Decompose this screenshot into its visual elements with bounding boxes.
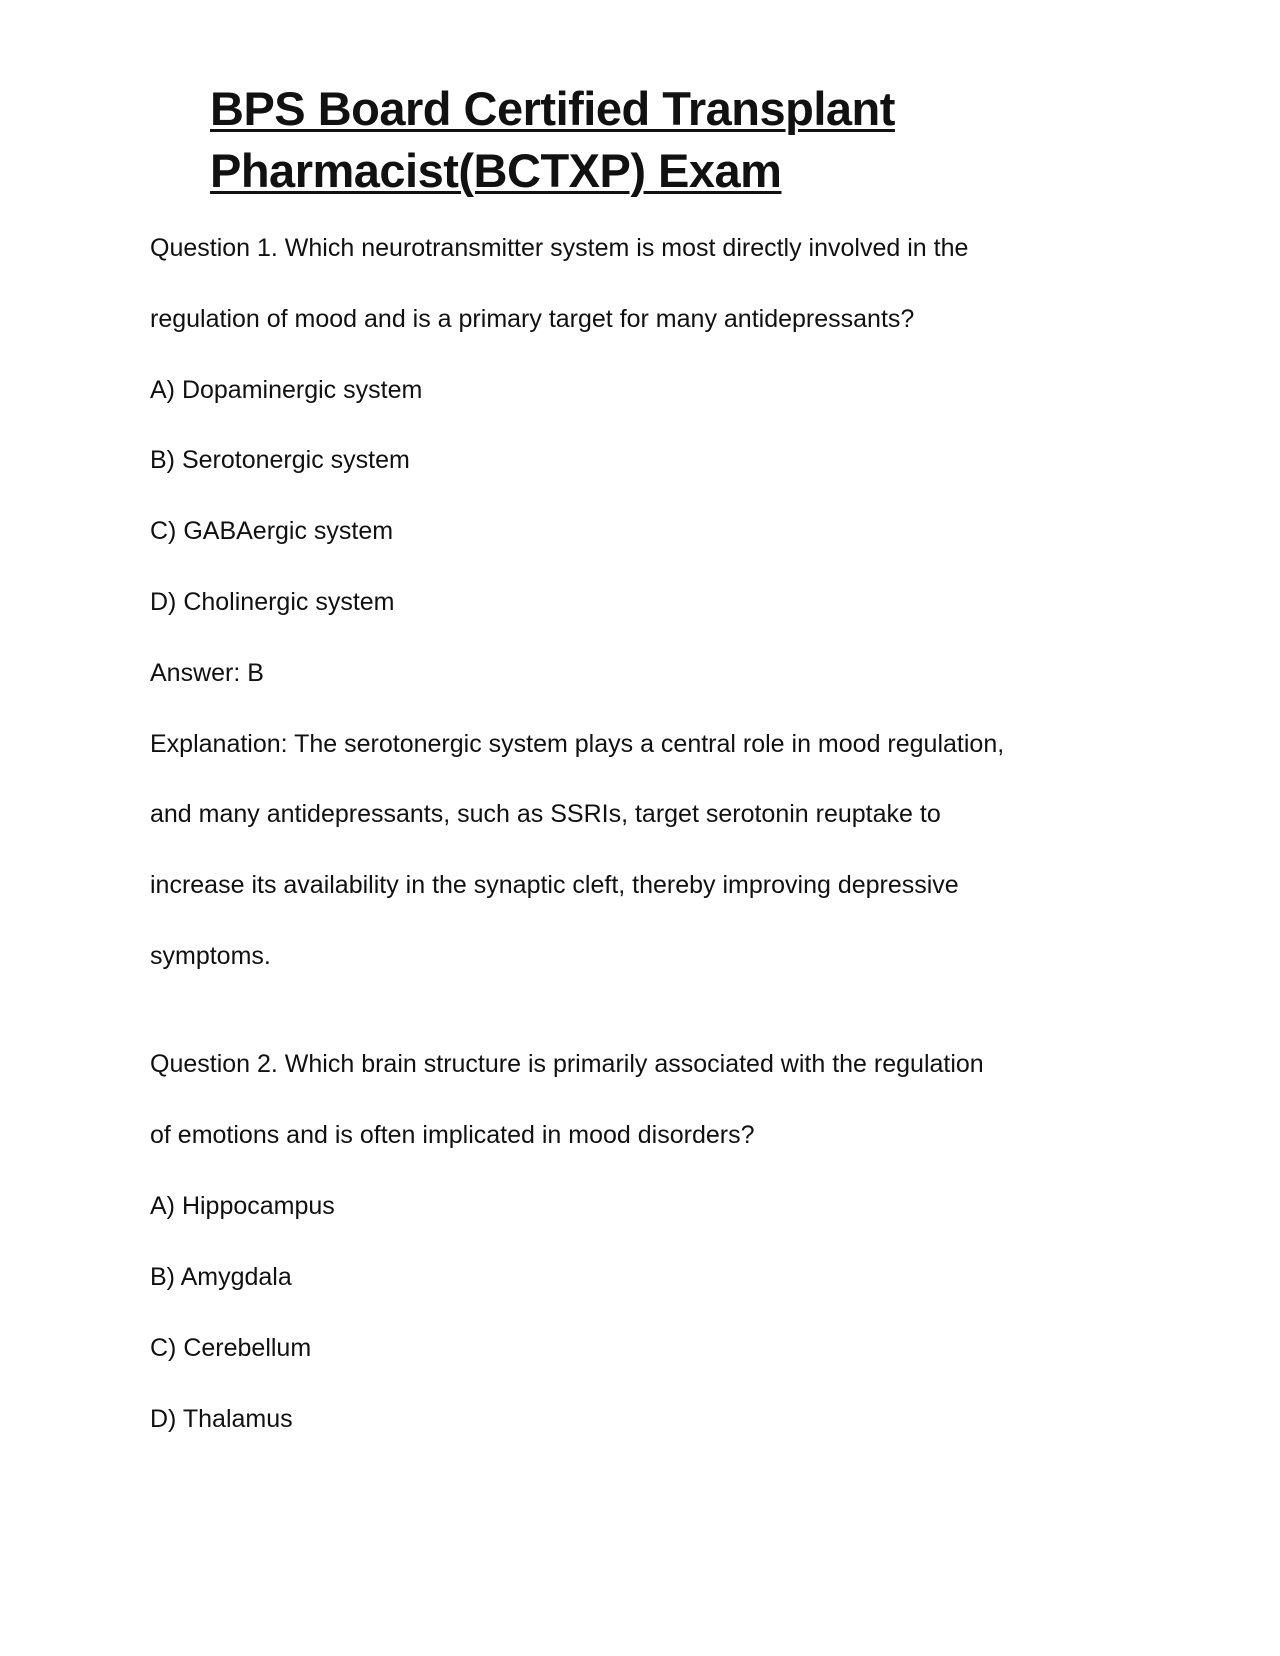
question-2-option-a: A) Hippocampus <box>150 1192 335 1220</box>
question-2-option-c: C) Cerebellum <box>150 1334 312 1362</box>
question-1-text-line-1: Question 1. Which neurotransmitter system is most directly involved in the <box>150 234 969 262</box>
question-1-explanation-line-2: and many antidepressants, such as SSRIs, target serotonin reuptake to <box>150 800 941 828</box>
question-1-text-line-2: regulation of mood and is a primary target for many antidepressants? <box>150 305 915 333</box>
question-2-option-d: D) Thalamus <box>150 1405 293 1433</box>
question-2-text-line-2: of emotions and is often implicated in mood disorders? <box>150 1121 755 1149</box>
question-1-option-b: B) Serotonergic system <box>150 446 410 474</box>
question-2-option-b: B) Amygdala <box>150 1263 292 1291</box>
question-1-answer: Answer: B <box>150 659 264 687</box>
question-1-option-a: A) Dopaminergic system <box>150 376 423 404</box>
question-1-explanation-line-3: increase its availability in the synaptic cleft, thereby improving depressive <box>150 871 959 899</box>
title-line-1: BPS Board Certified Transplant <box>210 82 895 135</box>
question-2-text-line-1: Question 2. Which brain structure is primarily associated with the regulation <box>150 1050 984 1078</box>
document-title <box>210 78 1110 202</box>
question-1-explanation-line-1: Explanation: The serotonergic system plays a central role in mood regulation, <box>150 730 1005 758</box>
question-1-explanation-line-4: symptoms. <box>150 942 271 970</box>
question-1-option-d: D) Cholinergic system <box>150 588 395 616</box>
question-1-option-c: C) GABAergic system <box>150 517 394 545</box>
title-line-2: Pharmacist(BCTXP) Exam <box>210 144 782 197</box>
